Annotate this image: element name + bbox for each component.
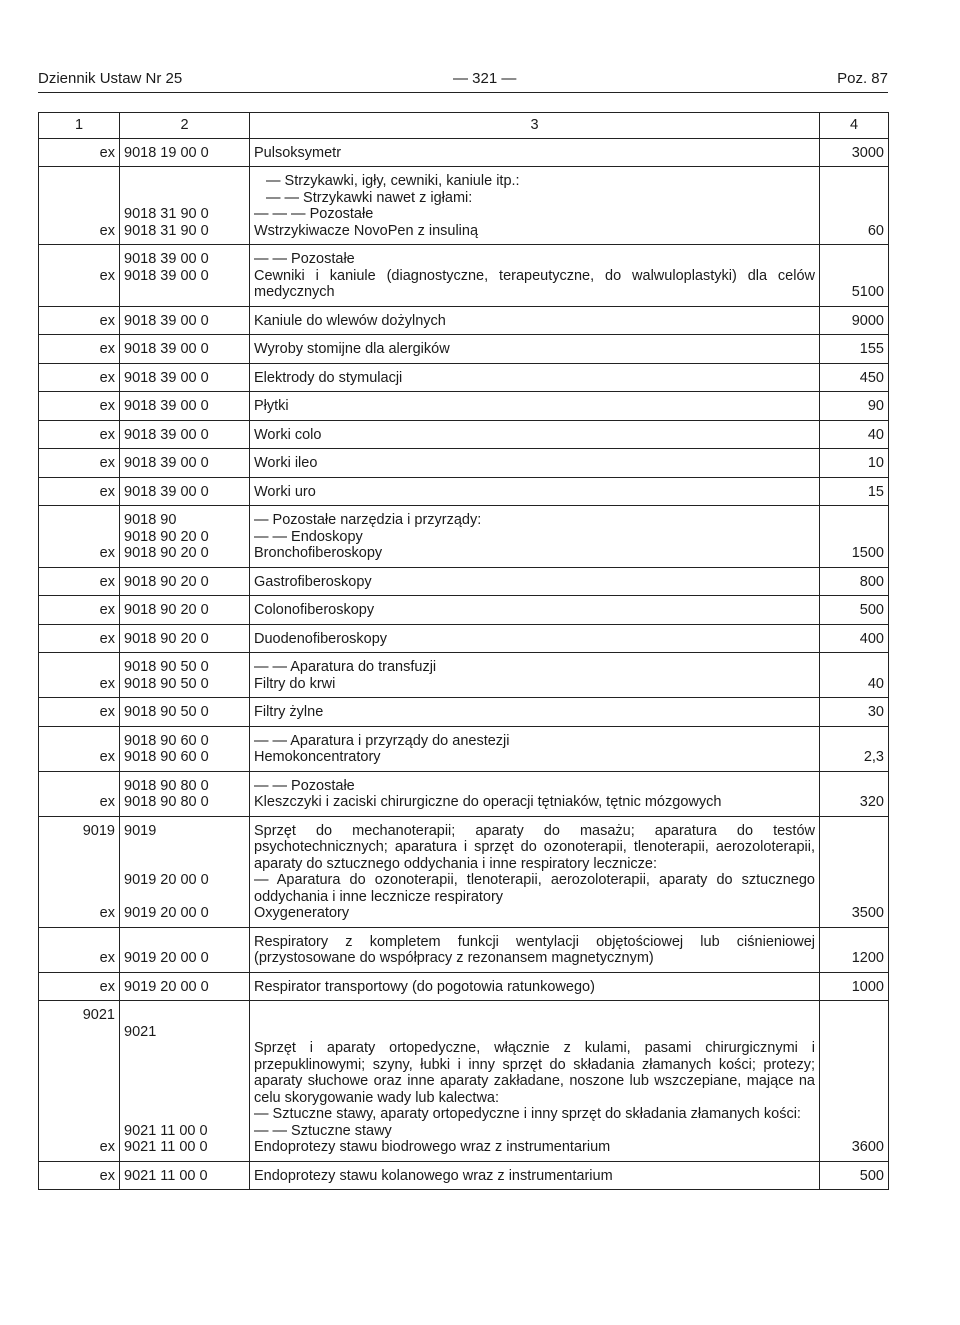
table-row bbox=[39, 420, 889, 449]
cell-prefix: ex bbox=[39, 167, 120, 245]
table-row bbox=[39, 392, 889, 421]
cell-description: Worki colo bbox=[250, 420, 820, 449]
table-row bbox=[39, 245, 889, 307]
cell-prefix: ex bbox=[39, 392, 120, 421]
cell-code: 9018 90 50 0 9018 90 50 0 bbox=[120, 653, 250, 698]
cell-prefix: ex bbox=[39, 653, 120, 698]
cell-amount: 800 bbox=[820, 567, 889, 596]
cell-prefix: ex bbox=[39, 927, 120, 972]
cell-code: 9018 39 00 0 bbox=[120, 392, 250, 421]
cell-code: 9018 39 00 0 bbox=[120, 363, 250, 392]
cell-amount: 3500 bbox=[820, 816, 889, 927]
cell-prefix: ex bbox=[39, 726, 120, 771]
cell-code: 9018 90 20 0 bbox=[120, 624, 250, 653]
tariff-table bbox=[38, 112, 889, 1190]
cell-amount: 155 bbox=[820, 335, 889, 364]
cell-prefix: ex bbox=[39, 596, 120, 625]
cell-code: 9019 20 00 0 bbox=[120, 927, 250, 972]
column-header: 3 bbox=[250, 113, 820, 139]
cell-amount: 400 bbox=[820, 624, 889, 653]
cell-prefix: ex bbox=[39, 506, 120, 568]
cell-amount: 9000 bbox=[820, 306, 889, 335]
table-row bbox=[39, 477, 889, 506]
table-header-row bbox=[39, 113, 889, 139]
cell-prefix: ex bbox=[39, 138, 120, 167]
table-row bbox=[39, 726, 889, 771]
cell-amount: 2,3 bbox=[820, 726, 889, 771]
cell-code: 9021 9021 11 00 0 9021 11 00 0 bbox=[120, 1001, 250, 1162]
cell-amount: 450 bbox=[820, 363, 889, 392]
cell-amount: 90 bbox=[820, 392, 889, 421]
table-row bbox=[39, 363, 889, 392]
cell-amount: 60 bbox=[820, 167, 889, 245]
cell-code: 9018 90 20 0 bbox=[120, 596, 250, 625]
cell-prefix: ex bbox=[39, 567, 120, 596]
table-row bbox=[39, 698, 889, 727]
cell-code: 9018 90 80 0 9018 90 80 0 bbox=[120, 771, 250, 816]
cell-description: Gastrofiberoskopy bbox=[250, 567, 820, 596]
cell-code: 9019 9019 20 00 0 9019 20 00 0 bbox=[120, 816, 250, 927]
cell-prefix: ex bbox=[39, 698, 120, 727]
cell-code: 9018 31 90 0 9018 31 90 0 bbox=[120, 167, 250, 245]
cell-prefix: ex bbox=[39, 363, 120, 392]
cell-amount: 320 bbox=[820, 771, 889, 816]
cell-code: 9018 90 60 0 9018 90 60 0 bbox=[120, 726, 250, 771]
cell-description: Kaniule do wlewów dożylnych bbox=[250, 306, 820, 335]
cell-amount: 3000 bbox=[820, 138, 889, 167]
cell-code: 9018 19 00 0 bbox=[120, 138, 250, 167]
cell-description: Worki ileo bbox=[250, 449, 820, 478]
cell-description: Respiratory z kompletem funkcji wentylacji objętościowej lub ciśnieniowej (przystosowane do współpracy z rezonansem magnetycznym) bbox=[250, 927, 820, 972]
cell-code: 9018 39 00 0 bbox=[120, 477, 250, 506]
position-number: Poz. 87 bbox=[837, 70, 888, 87]
cell-description: — — Pozostałe Kleszczyki i zaciski chirurgiczne do operacji tętniaków, tętnic mózgowych bbox=[250, 771, 820, 816]
table-row bbox=[39, 449, 889, 478]
table-row bbox=[39, 167, 889, 245]
cell-description: — Strzykawki, igły, cewniki, kaniule itp.: — — Strzykawki nawet z igłami: — — — Pozostałe Wstrzykiwacze NovoPen z insuliną bbox=[250, 167, 820, 245]
cell-prefix: ex bbox=[39, 972, 120, 1001]
column-header: 1 bbox=[39, 113, 120, 139]
table-row bbox=[39, 624, 889, 653]
header-rule bbox=[38, 92, 888, 93]
cell-description: Pulsoksymetr bbox=[250, 138, 820, 167]
cell-description: Respirator transportowy (do pogotowia ratunkowego) bbox=[250, 972, 820, 1001]
table-row bbox=[39, 927, 889, 972]
table-row bbox=[39, 771, 889, 816]
table-row bbox=[39, 1161, 889, 1190]
column-header: 2 bbox=[120, 113, 250, 139]
cell-prefix: ex bbox=[39, 1161, 120, 1190]
cell-amount: 10 bbox=[820, 449, 889, 478]
cell-code: 9018 90 20 0 bbox=[120, 567, 250, 596]
table-row bbox=[39, 567, 889, 596]
cell-amount: 1000 bbox=[820, 972, 889, 1001]
table-row bbox=[39, 972, 889, 1001]
cell-description: Endoprotezy stawu kolanowego wraz z instrumentarium bbox=[250, 1161, 820, 1190]
page-number: — 321 — bbox=[453, 70, 517, 87]
cell-description: Wyroby stomijne dla alergików bbox=[250, 335, 820, 364]
cell-description: — Pozostałe narzędzia i przyrządy: — — Endoskopy Bronchofiberoskopy bbox=[250, 506, 820, 568]
cell-code: 9018 39 00 0 bbox=[120, 306, 250, 335]
table-row bbox=[39, 816, 889, 927]
cell-prefix: ex bbox=[39, 771, 120, 816]
table-row bbox=[39, 138, 889, 167]
cell-prefix: ex bbox=[39, 477, 120, 506]
cell-amount: 1500 bbox=[820, 506, 889, 568]
cell-code: 9021 11 00 0 bbox=[120, 1161, 250, 1190]
cell-amount: 500 bbox=[820, 596, 889, 625]
cell-prefix: 9021 ex bbox=[39, 1001, 120, 1162]
cell-amount: 40 bbox=[820, 420, 889, 449]
journal-title: Dziennik Ustaw Nr 25 bbox=[38, 70, 183, 87]
table-row bbox=[39, 1001, 889, 1162]
cell-description: Duodenofiberoskopy bbox=[250, 624, 820, 653]
cell-prefix: ex bbox=[39, 335, 120, 364]
table-row bbox=[39, 596, 889, 625]
cell-amount: 30 bbox=[820, 698, 889, 727]
cell-prefix: 9019 ex bbox=[39, 816, 120, 927]
cell-description: Filtry żylne bbox=[250, 698, 820, 727]
cell-amount: 40 bbox=[820, 653, 889, 698]
cell-prefix: ex bbox=[39, 420, 120, 449]
cell-amount: 3600 bbox=[820, 1001, 889, 1162]
cell-description: — — Aparatura do transfuzji Filtry do krwi bbox=[250, 653, 820, 698]
cell-description: — — Aparatura i przyrządy do anestezji Hemokoncentratory bbox=[250, 726, 820, 771]
cell-amount: 5100 bbox=[820, 245, 889, 307]
cell-description: Elektrody do stymulacji bbox=[250, 363, 820, 392]
page-header bbox=[38, 70, 888, 90]
cell-amount: 15 bbox=[820, 477, 889, 506]
cell-description: Sprzęt i aparaty ortopedyczne, włącznie z kulami, pasami chirurgicznymi i przepuklinowymi; szyny, łubki i inny sprzęt do składania złamanych kości; protezy; aparaty słuchowe oraz inne aparaty zakładane, noszone lub wszczepiane, mające na celu skorygowanie wady lub kalectwa: — Sztuczne stawy, aparaty ortopedyczne i inny sprzęt do składania złamanych kości: — — Sztuczne stawy Endoprotezy stawu biodrowego wraz z instrumentarium bbox=[250, 1001, 820, 1162]
table-row bbox=[39, 506, 889, 568]
cell-description: Płytki bbox=[250, 392, 820, 421]
table-row bbox=[39, 335, 889, 364]
cell-description: — — Pozostałe Cewniki i kaniule (diagnostyczne, terapeutyczne, do walwuloplastyki) dla celów medycznych bbox=[250, 245, 820, 307]
cell-code: 9018 39 00 0 9018 39 00 0 bbox=[120, 245, 250, 307]
cell-prefix: ex bbox=[39, 306, 120, 335]
cell-prefix: ex bbox=[39, 449, 120, 478]
cell-code: 9019 20 00 0 bbox=[120, 972, 250, 1001]
cell-code: 9018 39 00 0 bbox=[120, 420, 250, 449]
cell-code: 9018 39 00 0 bbox=[120, 449, 250, 478]
table-row bbox=[39, 653, 889, 698]
cell-description: Colonofiberoskopy bbox=[250, 596, 820, 625]
cell-prefix: ex bbox=[39, 624, 120, 653]
cell-amount: 1200 bbox=[820, 927, 889, 972]
table-row bbox=[39, 306, 889, 335]
cell-prefix: ex bbox=[39, 245, 120, 307]
cell-code: 9018 90 50 0 bbox=[120, 698, 250, 727]
cell-description: Sprzęt do mechanoterapii; aparaty do masażu; aparatura do testów psychotechnicznych; aparatura i sprzęt do ozonoterapii, tlenoterapii, aerozoloterapii, aparaty do sztucznego oddychania i inne respiratory lecznicze: — Aparatura do ozonoterapii, tlenoterapii, aerozoloterapii, aparaty do sztucznego oddychania i inne lecznicze respiratory Oxygeneratory bbox=[250, 816, 820, 927]
cell-code: 9018 90 9018 90 20 0 9018 90 20 0 bbox=[120, 506, 250, 568]
cell-amount: 500 bbox=[820, 1161, 889, 1190]
column-header: 4 bbox=[820, 113, 889, 139]
cell-description: Worki uro bbox=[250, 477, 820, 506]
cell-code: 9018 39 00 0 bbox=[120, 335, 250, 364]
